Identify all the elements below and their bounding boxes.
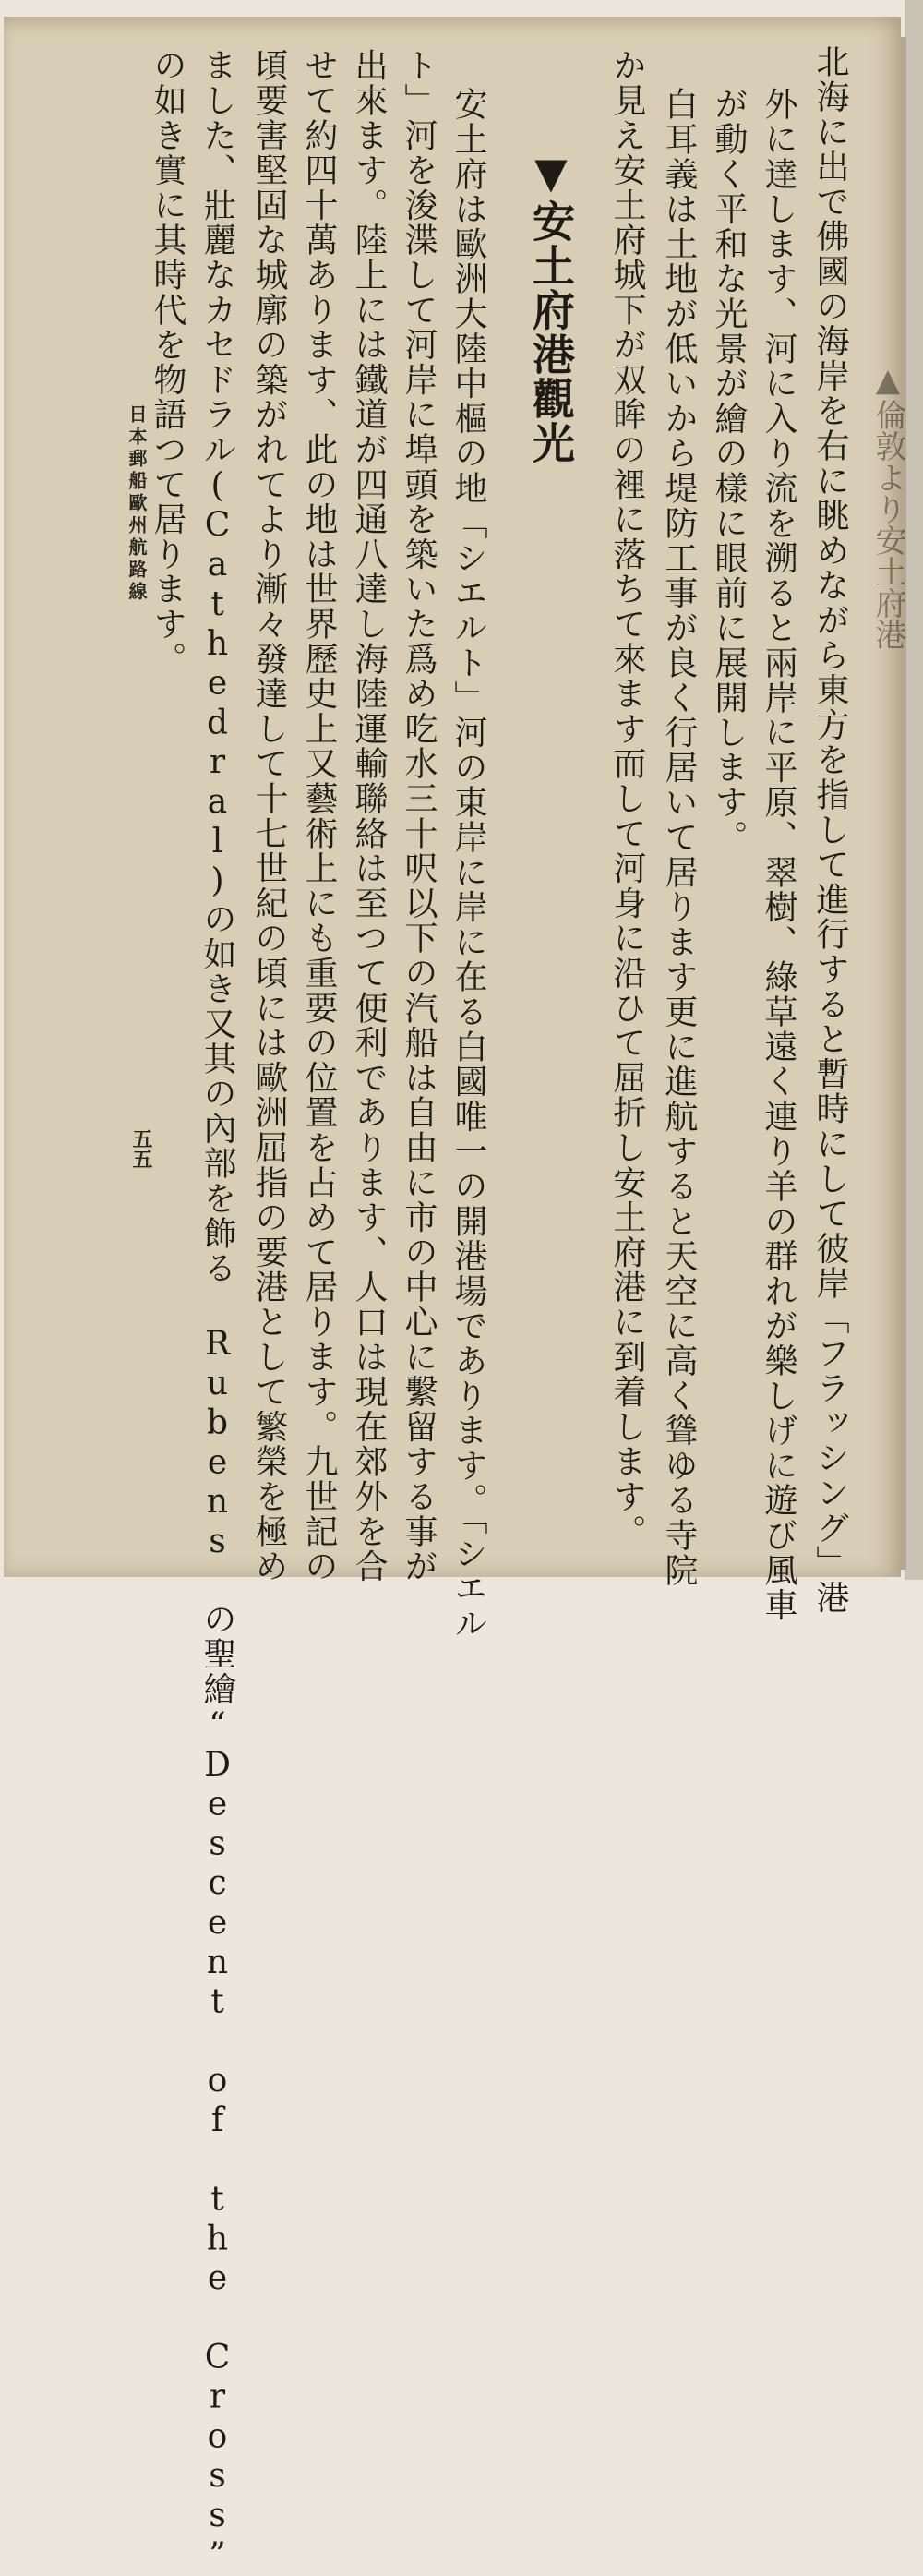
- body-line-3: 出來ます。陸上には鐵道が四通八達し海陸運輸聯絡は至つて便利であります、人口は現在郊外を合: [350, 48, 388, 1584]
- body-line-2: ト」河を浚渫して河岸に埠頭を築いた爲め吃水三十呎以下の汽船は自由に市の中心に繫留する事が: [400, 48, 438, 1584]
- page-number: 五五: [129, 1128, 153, 1169]
- paragraph-1-line-3: が動く平和な光景が繪の樣に眼前に展開します。: [710, 87, 748, 855]
- paragraph-1-line-2: 外に達します、河に入り流を溯ると兩岸に平原、翠樹、綠草遠く連り羊の群れが樂しげに遊び風車: [760, 87, 797, 1623]
- section-heading: ▼安土府港觀光: [526, 148, 576, 465]
- background-edge: [905, 0, 923, 1580]
- publisher-footer: 日本郵船歐州航路線: [126, 404, 148, 604]
- page-edge: [901, 37, 906, 1570]
- paragraph-1-line-1: 北海に出で佛國の海岸を右に眺めながら東方を指して進行すると暫時にして彼岸「フラッシング」港: [811, 44, 849, 1615]
- body-line-4: せて約四十萬あります、此の地は世界歷史上又藝術上にも重要の位置を占めて居ります。九世記の: [300, 48, 338, 1584]
- running-head: ▲倫敦より安土府港: [869, 362, 906, 650]
- body-line-1: 安土府は歐洲大陸中樞の地「シエルト」河の東岸に岸に在る白國唯一の開港場であります。「シエル: [450, 87, 487, 1641]
- paragraph-2-line-2: か見え安土府城下が双眸の裡に落ちて來ます而して河身に沿ひて屈折し安土府港に到着します。: [608, 48, 646, 1549]
- paragraph-2-line-1: 白耳義は土地が低いから堤防工事が良く行居いて居ります更に進航すると天空に高く聳ゆる寺院: [660, 87, 698, 1588]
- body-line-6: ました、壯麗なカセドラル(Cathedral)の如き又其の內部を飾る Rubens の聖繪“Descent of the Cross”: [198, 48, 236, 2576]
- body-line-5: 頃要害堅固な城廓の築がれてより漸々發達して十七世紀の頃には歐洲屈指の要港として繁榮を極め: [250, 48, 288, 1584]
- body-line-7: の如き實に其時代を物語つて居ります。: [149, 48, 186, 677]
